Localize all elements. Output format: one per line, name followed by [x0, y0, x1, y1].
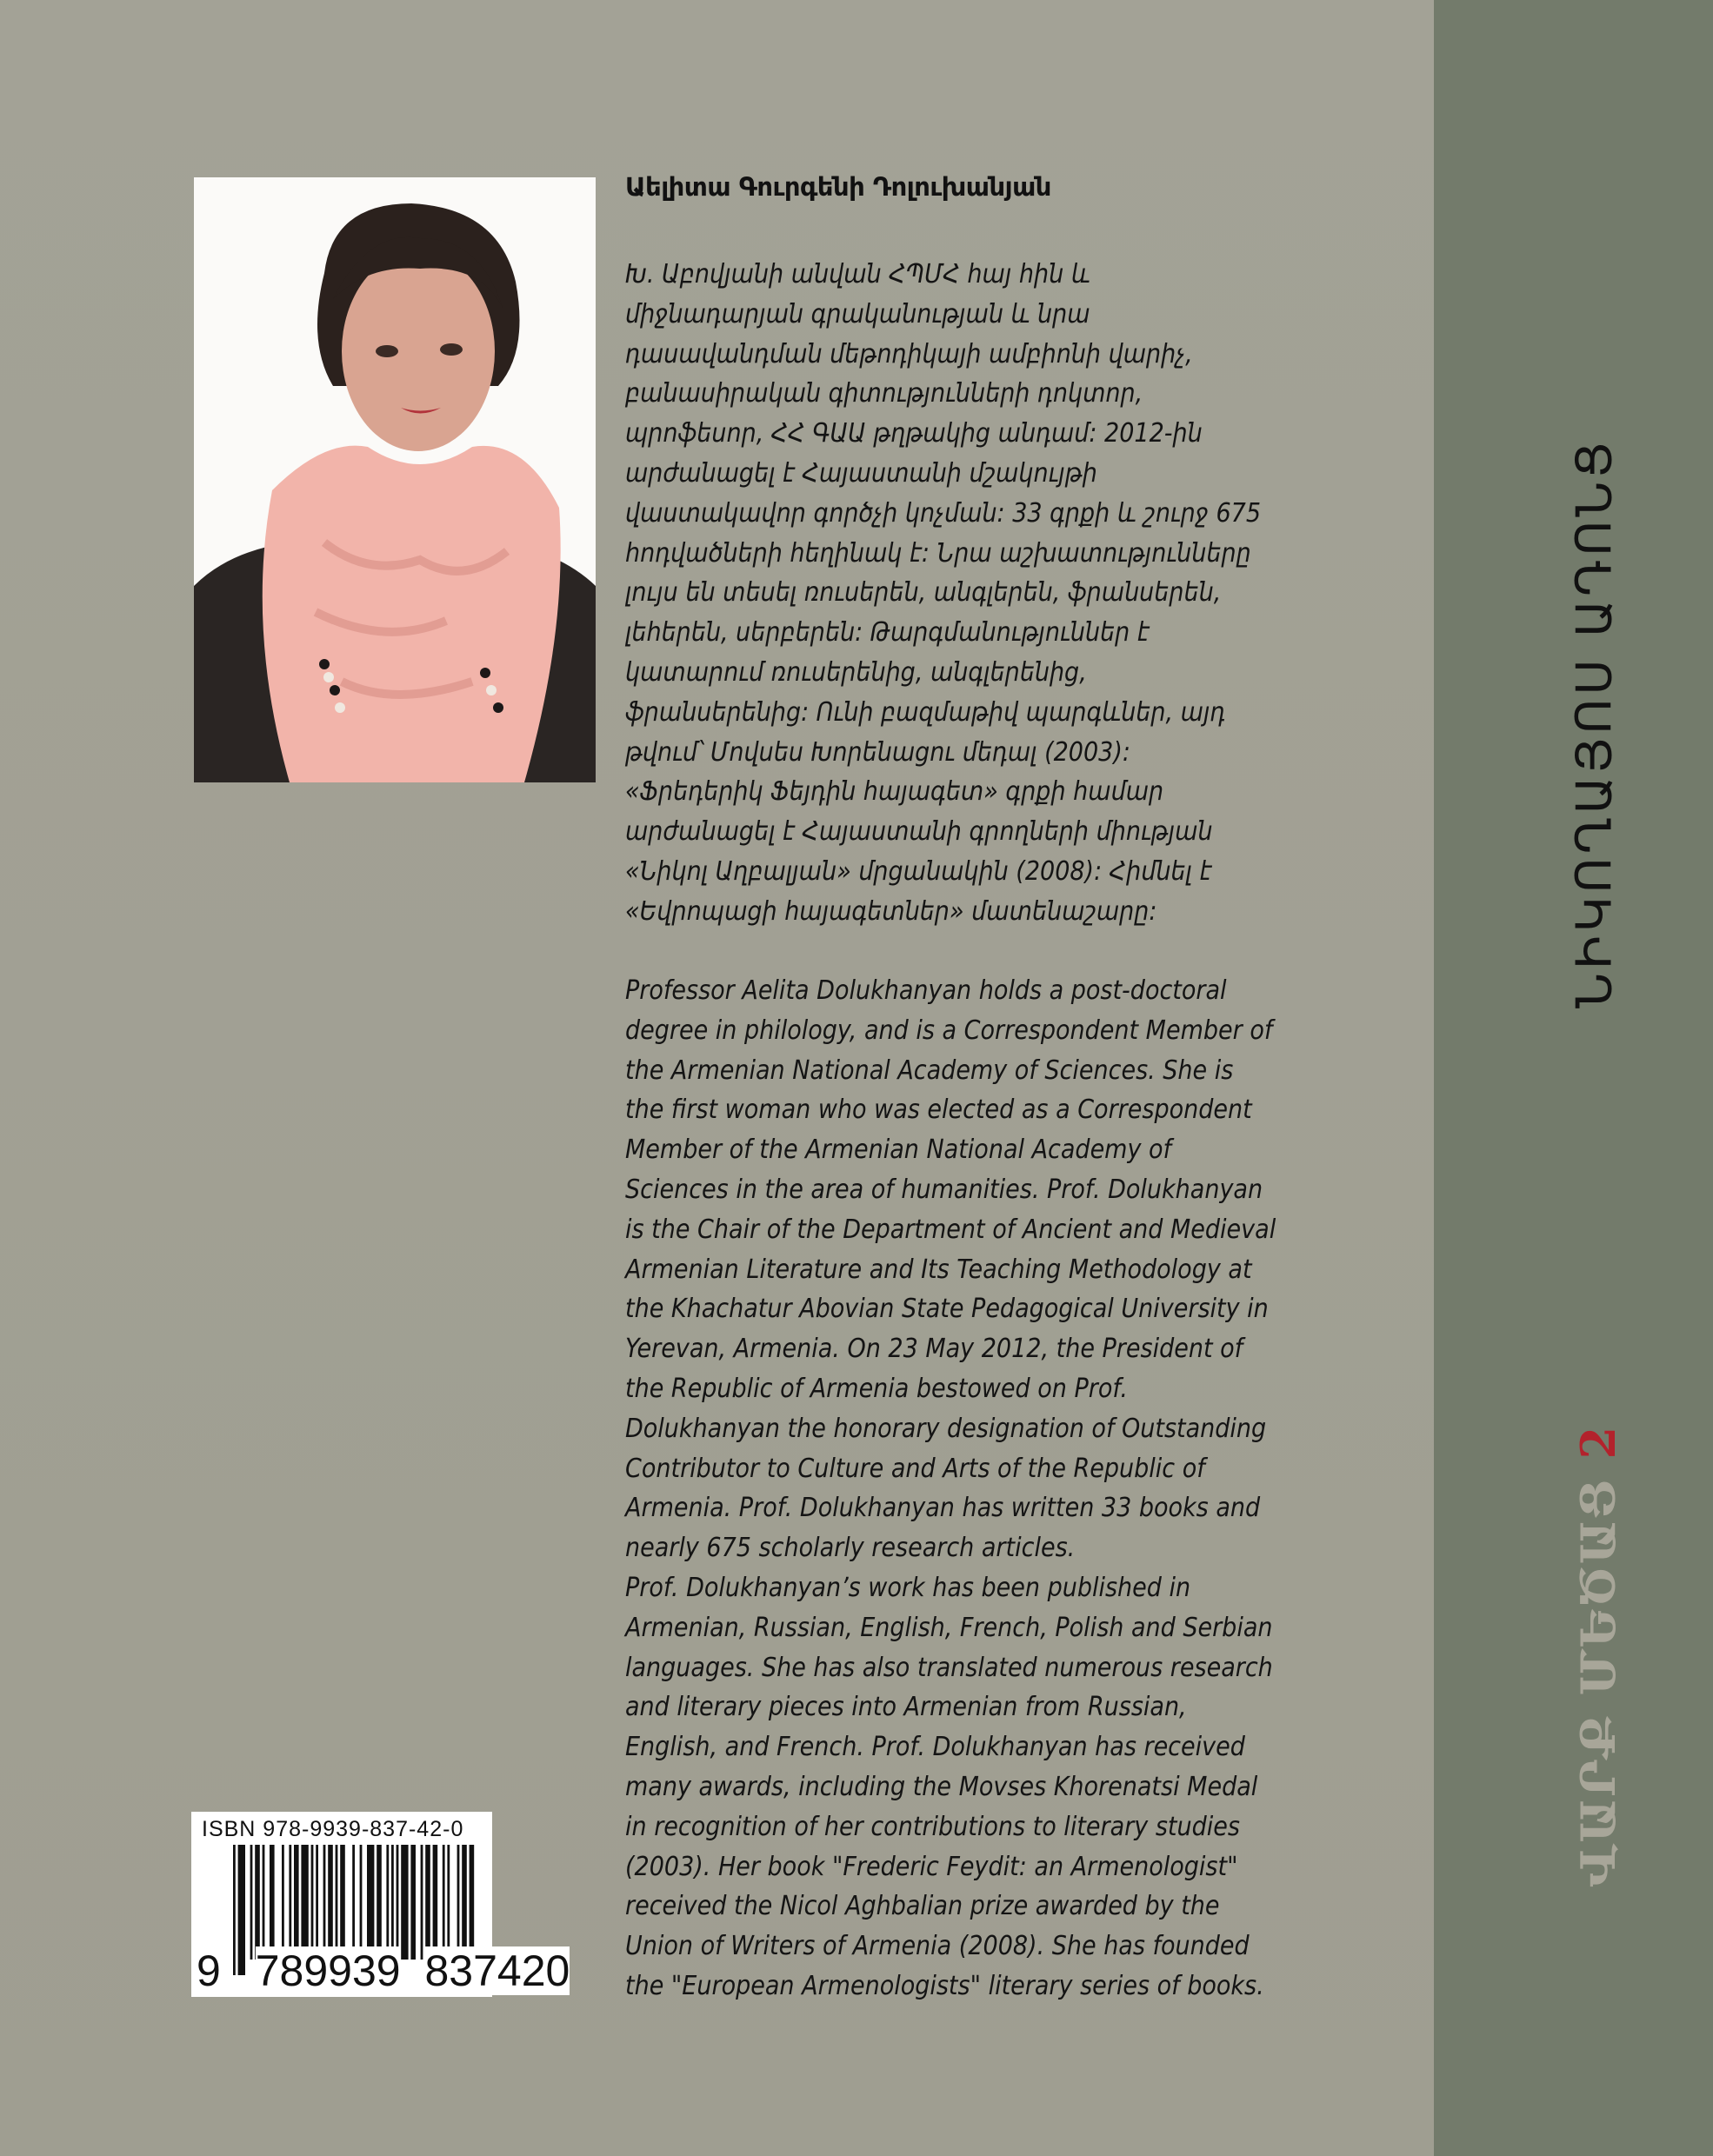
isbn-label: ISBN 978-9939-837-42-0: [202, 1817, 464, 1841]
text-line: արժանացել է Հայաստանի գրողների միության: [625, 816, 1213, 848]
barcode-bar: [282, 1845, 284, 1960]
barcode-bar: [255, 1845, 260, 1960]
text-line: Prof. Dolukhanyan’s work has been published in: [625, 1572, 1191, 1603]
text-line: (2003). Her book "Frederic Feydit: an Armenologist": [625, 1851, 1238, 1882]
text-line: the Republic of Armenia bestowed on Prof.: [625, 1373, 1128, 1404]
text-line: and literary pieces into Armenian from Russian,: [625, 1692, 1187, 1723]
text-line: the first woman who was elected as a Correspondent: [625, 1095, 1252, 1126]
barcode-bar: [250, 1845, 253, 1960]
barcode-bar: [263, 1845, 265, 1960]
text-line: լույս են տեսել ռուսերեն, անգլերեն, ֆրանսերեն,: [625, 577, 1222, 609]
barcode-bar: [410, 1845, 416, 1960]
spine-series-number: 2: [1570, 1424, 1626, 1460]
barcode-bar: [401, 1845, 408, 1960]
text-line: the Khachatur Abovian State Pedagogical University in: [625, 1294, 1269, 1325]
text-line: վաստակավոր գործչի կոչման: 33 գրքի և շուրջ 675: [625, 497, 1262, 529]
barcode-bar: [316, 1845, 318, 1960]
text-line: պրոֆեսոր, ՀՀ ԳԱԱ թղթակից անդամ: 2012-ին: [625, 418, 1203, 449]
text-line: բանասիրական գիտությունների դոկտոր,: [625, 378, 1143, 409]
text-line: nearly 675 scholarly research articles.: [625, 1533, 1076, 1564]
barcode-bar: [340, 1845, 345, 1960]
text-line: received the Nicol Aghbalian prize awarded by the: [625, 1891, 1220, 1922]
text-line: կատարում ռուսերենից, անգլերենից,: [625, 656, 1087, 688]
text-line: many awards, including the Movses Khorenatsi Medal: [625, 1771, 1258, 1802]
text-line: Sciences in the area of humanities. Prof. Dolukhanyan: [625, 1174, 1263, 1205]
author-name: Աելիտա Գուրգենի Դոլուխանյան: [625, 172, 1051, 202]
text-line: «Նիկոլ Աղբալյան» մրցանակին (2008): Հիմնել է: [625, 855, 1212, 887]
text-line: միջնադարյան գրականության և նրա: [625, 298, 1090, 329]
text-line: Dolukhanyan the honorary designation of Outstanding: [625, 1413, 1267, 1444]
barcode-digit-first: 9: [197, 1946, 221, 1995]
text-line: թվում՝ Մովսես Խորենացու մեդալ (2003):: [625, 736, 1130, 768]
text-line: degree in philology, and is a Correspondent Member of: [625, 1015, 1273, 1046]
barcode-digits-right: 837420: [424, 1946, 570, 1995]
text-line: Union of Writers of Armenia (2008). She has founded: [625, 1931, 1250, 1962]
text-line: լեհերեն, սերբերեն: Թարգմանություններ է: [625, 617, 1150, 649]
text-line: the "European Armenologists" literary series of books.: [625, 1970, 1264, 2001]
text-line: is the Chair of the Department of Ancient and Medieval: [625, 1214, 1276, 1245]
text-line: «Ֆրեդերիկ Ֆեյդին հայագետ» գրքի համար: [625, 776, 1164, 808]
barcode-bar: [323, 1845, 326, 1960]
text-line: Contributor to Culture and Arts of the Republic of: [625, 1453, 1205, 1484]
barcode-bar: [433, 1845, 438, 1960]
barcode-digits-left: 789939: [255, 1946, 401, 1995]
text-line: «Եվրոպացի հայագետներ» մատենաշարը:: [625, 895, 1157, 927]
text-line: languages. She has also translated numerous research: [625, 1652, 1273, 1683]
bio-english: [625, 971, 1348, 2006]
text-line: արժանացել է Հայաստանի մշակույթի: [625, 457, 1097, 489]
spine-series: [1570, 1425, 1626, 1887]
text-line: in recognition of her contributions to literary studies: [625, 1811, 1240, 1842]
bio-armenian: [625, 255, 1331, 932]
barcode-bar: [386, 1845, 389, 1960]
text-line: Professor Aelita Dolukhanyan holds a post-doctoral: [625, 975, 1227, 1006]
text-line: դասավանդման մեթոդիկայի ամբիոնի վարիչ,: [625, 338, 1193, 369]
text-line: հոդվածների հեղինակ է: Նրա աշխատությունները: [625, 537, 1251, 569]
barcode-bar: [270, 1845, 275, 1960]
text-line: Member of the Armenian National Academy of: [625, 1135, 1172, 1166]
barcode-bar: [421, 1845, 423, 1960]
barcode-bar: [301, 1845, 308, 1960]
barcode-digits: [197, 1946, 570, 1995]
barcode-bar: [457, 1845, 460, 1960]
text-line: Armenia. Prof. Dolukhanyan has written 33 books and: [625, 1493, 1261, 1524]
barcode-bar: [289, 1845, 291, 1960]
barcode-bar: [447, 1845, 450, 1960]
barcode-bar: [425, 1845, 430, 1960]
barcode-bar: [367, 1845, 374, 1960]
barcode-bar: [311, 1845, 314, 1960]
barcode-bar: [377, 1845, 382, 1960]
spine-author: ՆԻԿՈՂԱՅՈՍ ԱԴՈՆՑ: [1566, 438, 1623, 1008]
text-line: Armenian, Russian, English, French, Polish and Serbian: [625, 1612, 1273, 1643]
text-line: ֆրանսերենից: Ունի բազմաթիվ պարգևներ, այդ: [625, 696, 1226, 728]
isbn-barcode: [191, 1812, 570, 1997]
text-line: English, and French. Prof. Dolukhanyan has received: [625, 1732, 1245, 1763]
spine-series-title: ՎԱՐՔ ՄԵԾԱՑ: [1570, 1477, 1626, 1888]
text-line: Խ. Աբովյանի անվան ՀՊՄՀ հայ հին և: [625, 259, 1090, 289]
text-line: the Armenian National Academy of Sciences. She is: [625, 1055, 1234, 1086]
barcode-bar: [328, 1845, 333, 1960]
barcode-bar: [443, 1845, 445, 1960]
author-photo: [194, 177, 596, 782]
text-line: Armenian Literature and Its Teaching Methodology at: [625, 1254, 1252, 1285]
barcode-bar: [391, 1845, 394, 1960]
barcode-bar: [294, 1845, 299, 1960]
text-line: Yerevan, Armenia. On 23 May 2012, the President of: [625, 1334, 1243, 1365]
barcode-bar: [336, 1845, 338, 1960]
barcode-bar: [397, 1845, 399, 1960]
